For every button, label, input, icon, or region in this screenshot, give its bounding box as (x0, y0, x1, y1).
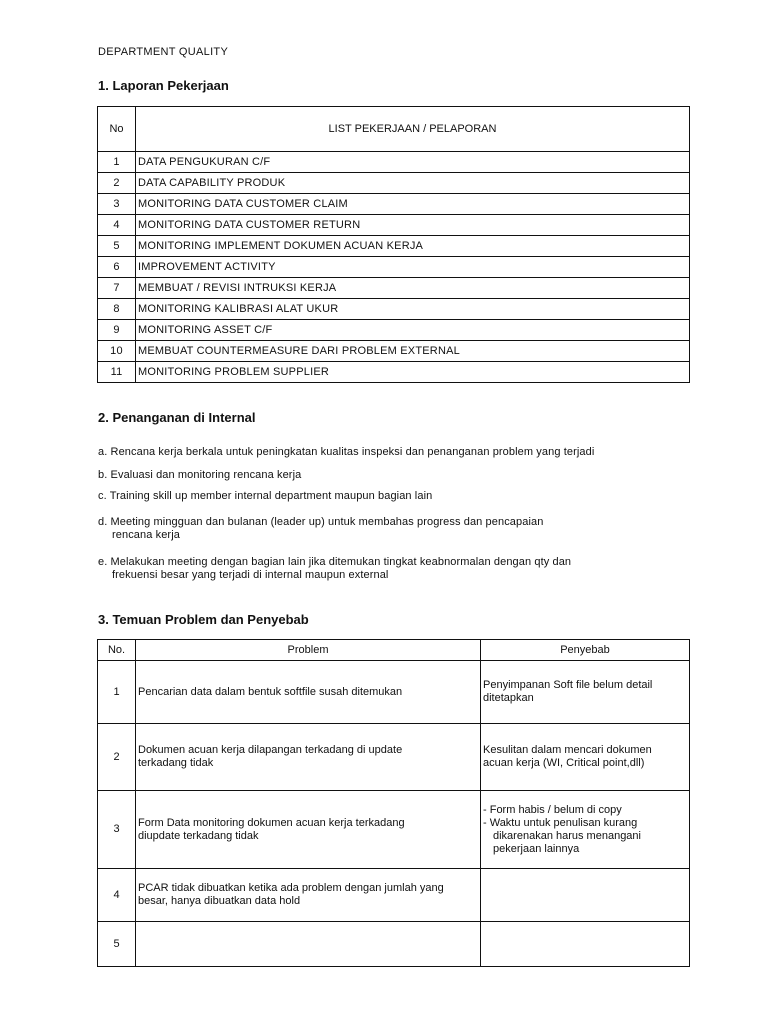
row-no: 11 (98, 362, 136, 383)
cause-line: acuan kerja (WI, Critical point,dll) (483, 757, 645, 769)
cause-line: - Form habis / belum di copy (483, 803, 622, 816)
cause-line: Kesulitan dalam mencari dokumen (483, 744, 652, 756)
row-item: MEMBUAT / REVISI INTRUKSI KERJA (136, 278, 690, 299)
row-item: MONITORING IMPLEMENT DOKUMEN ACUAN KERJA (136, 236, 690, 257)
row-item: MONITORING DATA CUSTOMER RETURN (136, 215, 690, 236)
col-no-header: No. (98, 640, 136, 661)
table-row (98, 215, 690, 236)
cause-line: Penyimpanan Soft file belum detail (483, 679, 653, 691)
col-cause-header: Penyebab (481, 640, 690, 661)
row-no: 6 (98, 257, 136, 278)
table-row (98, 724, 690, 791)
table-row (98, 278, 690, 299)
row-no: 7 (98, 278, 136, 299)
list-item-d-line2: rencana kerja (112, 529, 180, 541)
cause-line: ditetapkan (483, 692, 534, 704)
row-cause (481, 869, 690, 922)
col-item-header: LIST PEKERJAAN / PELAPORAN (136, 107, 690, 152)
row-problem (136, 791, 481, 869)
list-item-e-line1: e. Melakukan meeting dengan bagian lain jika ditemukan tingkat keabnormalan dengan qty dan (98, 556, 572, 568)
table-row (98, 791, 690, 869)
row-no: 5 (98, 236, 136, 257)
row-no: 2 (98, 173, 136, 194)
section3-heading: 3. Temuan Problem dan Penyebab (98, 612, 309, 627)
row-item: MEMBUAT COUNTERMEASURE DARI PROBLEM EXTERNAL (136, 341, 690, 362)
row-no: 3 (98, 791, 136, 869)
row-item: MONITORING DATA CUSTOMER CLAIM (136, 194, 690, 215)
table-row (98, 236, 690, 257)
col-problem-header: Problem (136, 640, 481, 661)
row-no: 3 (98, 194, 136, 215)
list-item-b: b. Evaluasi dan monitoring rencana kerja (98, 469, 302, 481)
cause-line: pekerjaan lainnya (493, 842, 580, 855)
problem-cause-table (97, 639, 690, 967)
table-row (98, 257, 690, 278)
cause-line: dikarenakan harus menangani (493, 829, 641, 842)
table-row (98, 341, 690, 362)
list-item-e (98, 556, 571, 582)
table-row (98, 362, 690, 383)
row-problem: Pencarian data dalam bentuk softfile susah ditemukan (136, 661, 481, 724)
table-row (98, 869, 690, 922)
section1-heading: 1. Laporan Pekerjaan (98, 78, 229, 93)
work-report-table (97, 106, 690, 383)
list-item-a: a. Rencana kerja berkala untuk peningkatan kualitas inspeksi dan penanganan problem yang terjadi (98, 446, 595, 458)
problem-line: PCAR tidak dibuatkan ketika ada problem dengan jumlah yang (138, 882, 444, 894)
row-no: 1 (98, 661, 136, 724)
problem-line: Form Data monitoring dokumen acuan kerja terkadang (138, 816, 405, 829)
problem-line: terkadang tidak (138, 757, 214, 769)
list-item-e-line2: frekuensi besar yang terjadi di internal maupun external (112, 569, 389, 581)
col-no-header: No (98, 107, 136, 152)
row-item: MONITORING PROBLEM SUPPLIER (136, 362, 690, 383)
row-no: 4 (98, 215, 136, 236)
row-no: 1 (98, 152, 136, 173)
row-no: 8 (98, 299, 136, 320)
table-row (98, 194, 690, 215)
table-row (98, 661, 690, 724)
cause-line: - Waktu untuk penulisan kurang (483, 816, 638, 829)
department-title: DEPARTMENT QUALITY (98, 46, 229, 58)
row-cause (481, 724, 690, 791)
row-cause (481, 922, 690, 967)
table-row (98, 173, 690, 194)
row-cause (481, 791, 690, 869)
row-item: MONITORING ASSET C/F (136, 320, 690, 341)
row-no: 4 (98, 869, 136, 922)
row-item: IMPROVEMENT ACTIVITY (136, 257, 690, 278)
row-item: DATA CAPABILITY PRODUK (136, 173, 690, 194)
row-problem (136, 922, 481, 967)
row-item: DATA PENGUKURAN C/F (136, 152, 690, 173)
list-item-c: c. Training skill up member internal department maupun bagian lain (98, 490, 433, 502)
row-no: 9 (98, 320, 136, 341)
list-item-d (98, 516, 543, 542)
table-row (98, 152, 690, 173)
row-no: 5 (98, 922, 136, 967)
list-item-d-line1: d. Meeting mingguan dan bulanan (leader up) untuk membahas progress dan pencapaian (98, 516, 544, 528)
row-no: 10 (98, 341, 136, 362)
row-problem (136, 724, 481, 791)
problem-line: besar, hanya dibuatkan data hold (138, 895, 301, 907)
table-header-row (98, 640, 690, 661)
table-row (98, 922, 690, 967)
row-problem (136, 869, 481, 922)
problem-line: Dokumen acuan kerja dilapangan terkadang di update (138, 744, 403, 756)
table-row (98, 320, 690, 341)
table-row (98, 299, 690, 320)
section2-heading: 2. Penanganan di Internal (98, 410, 256, 425)
table-header-row (98, 107, 690, 152)
problem-line: diupdate terkadang tidak (138, 829, 259, 842)
row-no: 2 (98, 724, 136, 791)
row-item: MONITORING KALIBRASI ALAT UKUR (136, 299, 690, 320)
row-cause (481, 661, 690, 724)
